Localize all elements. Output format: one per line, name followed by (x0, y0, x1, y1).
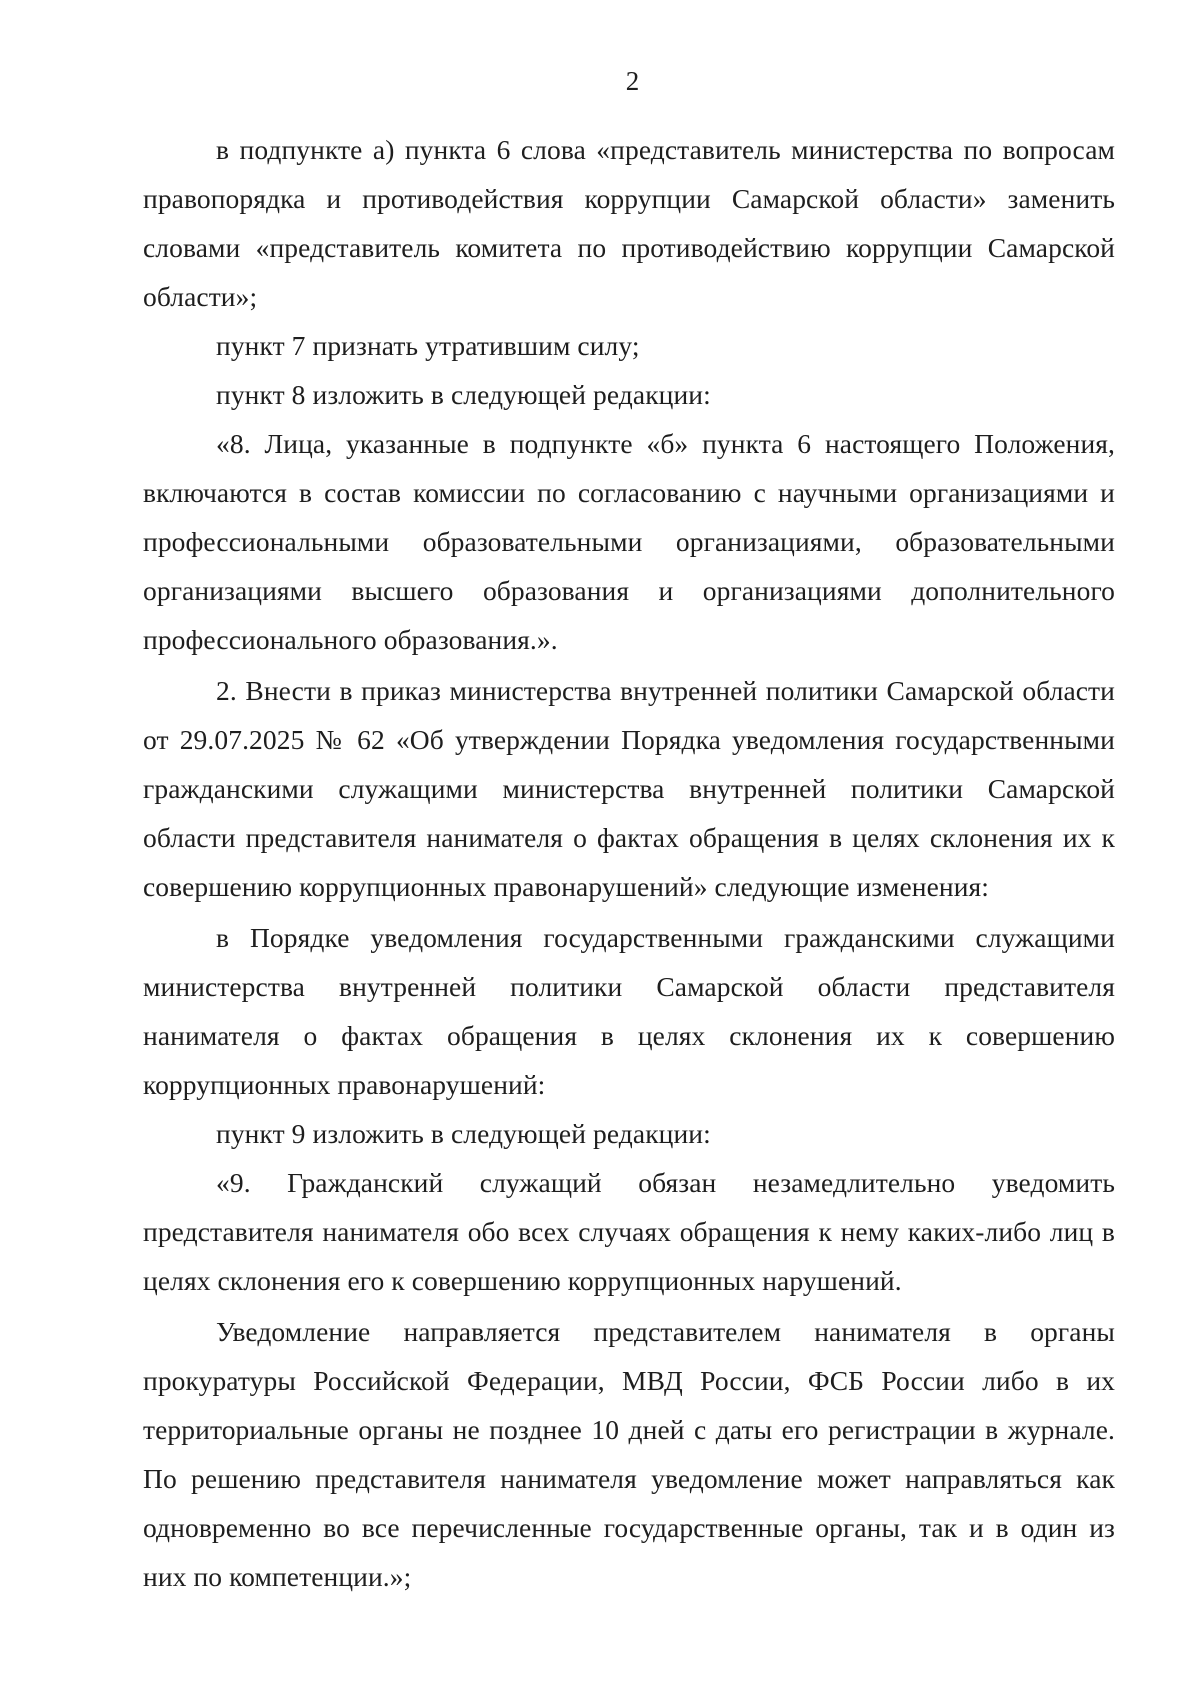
document-body (143, 125, 1115, 1601)
paragraph-point-9-intro: пункт 9 изложить в следующей редакции: (216, 1118, 711, 1149)
paragraph-point-7: пункт 7 признать утратившим силу; (216, 330, 640, 361)
paragraph-notification: Уведомление направляется представителем нанимателя в органы прокуратуры Российской Федерации, МВД России, ФСБ России либо в их территориальные органы не позднее 10 дней с даты его регистрации в журнале. По решению представителя нанимателя уведомление может направляться как одновременно во все перечисленные государственные органы, так и в один из них по компетенции.»; (143, 1316, 1115, 1592)
paragraph-point-8-text: «8. Лица, указанные в подпункте «б» пункта 6 настоящего Положения, включаются в состав комиссии по согласованию с научными организациями и профессиональными образовательными организациями, образовательными организациями высшего образования и организациями дополнительного профессионального образования.». (143, 428, 1115, 655)
paragraph-item-2: 2. Внести в приказ министерства внутренней политики Самарской области от 29.07.2025 № 62 «Об утверждении Порядка уведомления государственными гражданскими служащими министерства внутренней политики Самарской области представителя нанимателя о фактах обращения в целях склонения их к совершению коррупционных правонарушений» следующие изменения: (143, 675, 1115, 902)
paragraph-procedure: в Порядке уведомления государственными гражданскими служащими министерства внутренней политики Самарской области представителя нанимателя о фактах обращения в целях склонения их к совершению коррупционных правонарушений: (143, 922, 1115, 1100)
paragraph-subpoint-a: в подпункте а) пункта 6 слова «представитель министерства по вопросам правопорядка и противодействия коррупции Самарской области» заменить словами «представитель комитета по противодействию коррупции Самарской области»; (143, 134, 1115, 312)
page-number: 2 (625, 66, 640, 96)
paragraph-point-9-text: «9. Гражданский служащий обязан незамедлительно уведомить представителя нанимателя обо всех случаях обращения к нему каких-либо лиц в целях склонения его к совершению коррупционных нарушений. (143, 1167, 1115, 1296)
paragraph-point-8-intro: пункт 8 изложить в следующей редакции: (216, 379, 711, 410)
